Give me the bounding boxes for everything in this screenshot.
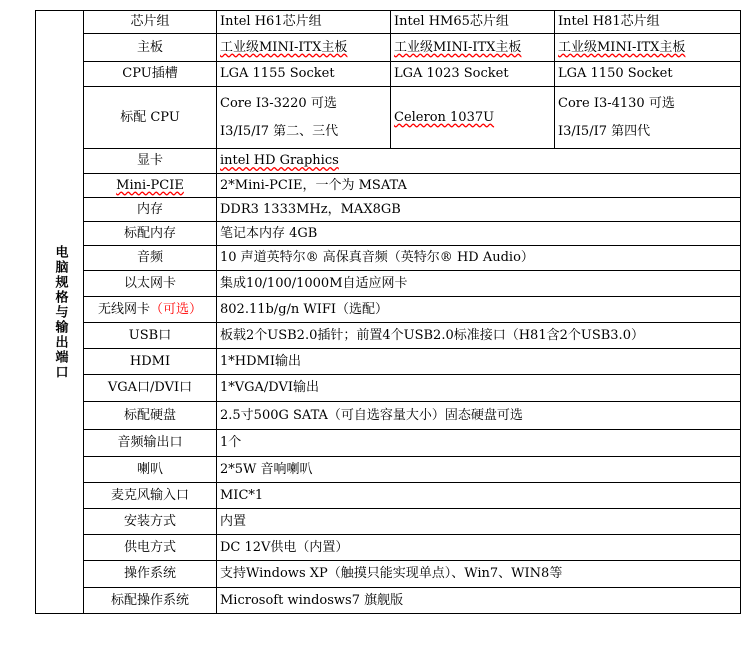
row-label: 操作系统: [84, 561, 217, 588]
row-label: 内存: [84, 198, 217, 222]
cpu-h61-line1: Core I3-3220 可选: [220, 95, 337, 111]
row-value: 802.11b/g/n WIFI（选配）: [217, 297, 741, 323]
table-row: [36, 246, 741, 271]
table-row: [36, 34, 741, 62]
section-title: 电脑规格与输出端口: [52, 244, 68, 380]
mini-pcie-label: Mini-PCIE: [116, 177, 184, 193]
row-label: HDMI: [84, 349, 217, 375]
mainboard-h61-text: 工业级MINI-ITX主板: [220, 39, 348, 55]
socket-h81: LGA 1150 Socket: [555, 62, 741, 87]
table-row: [36, 509, 741, 535]
row-value: 1*HDMI输出: [217, 349, 741, 375]
table-row: [36, 174, 741, 198]
row-value: 集成10/100/1000M自适应网卡: [217, 271, 741, 297]
row-value: 2*Mini-PCIE，一个为 MSATA: [217, 174, 741, 198]
row-value: 笔记本内存 4GB: [217, 222, 741, 246]
row-label: 标配硬盘: [84, 402, 217, 430]
row-label: 标配操作系统: [84, 588, 217, 614]
row-value: 1个: [217, 430, 741, 457]
chipset-h81: Intel H81芯片组: [555, 11, 741, 34]
table-row: [36, 198, 741, 222]
table-row: [36, 430, 741, 457]
cpu-h61: [217, 87, 391, 149]
row-value: DDR3 1333MHz，MAX8GB: [217, 198, 741, 222]
mainboard-h81-text: 工业级MINI-ITX主板: [558, 39, 686, 55]
row-label: CPU插槽: [84, 62, 217, 87]
cpu-hm65: [391, 87, 555, 149]
row-value: [217, 149, 741, 174]
row-label: 安装方式: [84, 509, 217, 535]
mainboard-h81: [555, 34, 741, 62]
row-label: 喇叭: [84, 457, 217, 483]
wifi-label-text: 无线网卡: [97, 301, 150, 317]
row-value: DC 12V供电（内置）: [217, 535, 741, 561]
graphics-value: intel HD Graphics: [220, 153, 339, 168]
row-value: 10 声道英特尔® 高保真音频（英特尔® HD Audio）: [217, 246, 741, 271]
row-value: 1*VGA/DVI输出: [217, 375, 741, 402]
chipset-hm65: Intel HM65芯片组: [391, 11, 555, 34]
mainboard-hm65-text: 工业级MINI-ITX主板: [394, 39, 522, 55]
row-label: 芯片组: [84, 11, 217, 34]
table-row: [36, 375, 741, 402]
wifi-optional-note: （可选）: [150, 301, 203, 317]
section-title-cell: [36, 11, 84, 614]
row-value: 支持Windows XP（触摸只能实现单点）、Win7、WIN8等: [217, 561, 741, 588]
mainboard-h61: [217, 34, 391, 62]
table-row: [36, 149, 741, 174]
row-label: USB口: [84, 323, 217, 349]
spec-table: [35, 10, 741, 614]
cpu-h81: [555, 87, 741, 149]
row-value: Microsoft windosws7 旗舰版: [217, 588, 741, 614]
table-row: [36, 62, 741, 87]
row-label: 标配内存: [84, 222, 217, 246]
cpu-h81-line1: Core I3-4130 可选: [558, 95, 675, 111]
table-row: [36, 271, 741, 297]
row-value: 2*5W 音响喇叭: [217, 457, 741, 483]
chipset-h61: Intel H61芯片组: [217, 11, 391, 34]
socket-h61: LGA 1155 Socket: [217, 62, 391, 87]
row-label: [84, 297, 217, 323]
row-label: 以太网卡: [84, 271, 217, 297]
table-row: [36, 323, 741, 349]
row-label: 麦克风输入口: [84, 483, 217, 509]
row-value: 2.5寸500G SATA（可自选容量大小）固态硬盘可选: [217, 402, 741, 430]
cpu-h61-line2: I3/I5/I7 第二、三代: [220, 123, 339, 139]
row-label: 音频输出口: [84, 430, 217, 457]
row-label: 显卡: [84, 149, 217, 174]
table-row: [36, 297, 741, 323]
cpu-hm65-text: Celeron 1037U: [394, 109, 495, 125]
row-value: MIC*1: [217, 483, 741, 509]
table-row: [36, 402, 741, 430]
row-label: 供电方式: [84, 535, 217, 561]
table-row: [36, 87, 741, 149]
socket-hm65: LGA 1023 Socket: [391, 62, 555, 87]
table-row: [36, 457, 741, 483]
row-label: 音频: [84, 246, 217, 271]
row-label: 标配 CPU: [84, 87, 217, 149]
row-value: 内置: [217, 509, 741, 535]
row-value: 板载2个USB2.0插针；前置4个USB2.0标准接口（H81含2个USB3.0）: [217, 323, 741, 349]
row-label: 主板: [84, 34, 217, 62]
table-row: [36, 11, 741, 34]
table-row: [36, 535, 741, 561]
table-row: [36, 349, 741, 375]
mainboard-hm65: [391, 34, 555, 62]
table-row: [36, 561, 741, 588]
cpu-h81-line2: I3/I5/I7 第四代: [558, 123, 651, 139]
table-row: [36, 222, 741, 246]
row-label: [84, 174, 217, 198]
table-row: [36, 588, 741, 614]
row-label: VGA口/DVI口: [84, 375, 217, 402]
table-row: [36, 483, 741, 509]
